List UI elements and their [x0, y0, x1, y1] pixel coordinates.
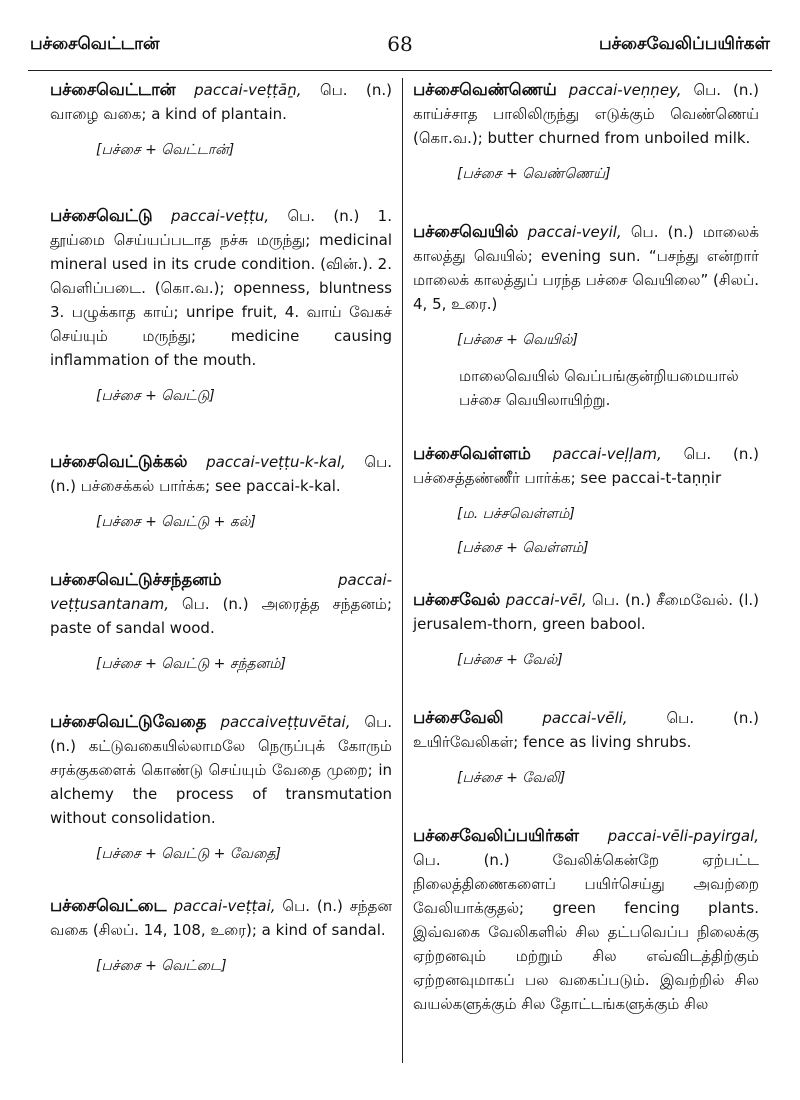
definition: பெ. (n.) உயிர்வேலிகள்; fence as living shrubs. — [413, 709, 759, 751]
transliteration: paccai-veḷḷam, — [552, 445, 662, 463]
definition: பெ. (n.) பச்சைத்தண்ணீர் பார்க்க; see paccai-t-taṇṇir — [413, 445, 759, 487]
headword: பச்சைவெட்டுச்சந்தனம் — [50, 570, 222, 589]
transliteration: paccai-veṭṭai, — [173, 897, 276, 915]
headword: பச்சைவெட்டுவேதை — [50, 712, 207, 731]
transliteration: paccai-vēli-payirgal, — [607, 827, 759, 845]
definition: பெ. (n.) கட்டுவகையில்லாமலே நெருப்புக் கோரும் சரக்குகளைக் கொண்டு செய்யும் வேதை முறை; in alchemy the process of transmutation without consolidation. — [50, 713, 392, 827]
dictionary-entry — [50, 78, 392, 126]
usage-note: மாலைவெயில் வெப்பங்குன்றியமையால் பச்சை வெயிலாயிற்று. — [459, 367, 739, 409]
etymology: [பச்சை + வெட்டு + வேதை] — [96, 846, 281, 862]
headword: பச்சைவேலிப்பயிர்கள் — [413, 826, 580, 845]
column-divider — [402, 78, 403, 1063]
etymology: [பச்சை + வெட்டு + சந்தனம்] — [96, 656, 286, 672]
transliteration: paccai-veṭṭāṉ, — [194, 81, 302, 99]
transliteration: paccai-veṇṇey, — [568, 81, 682, 99]
definition: பெ. (n.) வேலிக்கென்றே ஏற்பட்ட நிலைத்திணைகளைப் பயிர்செய்து அவற்றை வேலியாக்குதல்; green fencing plants. இவ்வகை வேலிகளில் சில தட்பவெப்ப நிலைக்கு ஏற்றனவும் மற்றும் சில எவ்விடத்திற்கும் ஏற்றனவுமாகப் பல வகைப்படும். இவற்றில் சில வயல்களுக்கும் சில தோட்டங்களுக்கும் சில — [413, 851, 759, 1013]
definition: பெ. (n.) 1. தூய்மை செய்யப்படாத நச்சு மருந்து; medicinal mineral used in its crude condition. (வின்.). 2. வெளிப்படை. (கொ.வ.); openness, bluntness 3. பழுக்காத காய்; unripe fruit, 4. வாய் வேகச் செய்யும் மருந்து; medicine causing inflammation of the mouth. — [50, 207, 392, 369]
headword: பச்சைவெட்டான் — [50, 80, 176, 99]
headword: பச்சைவேலி — [413, 708, 504, 727]
headword: பச்சைவெட்டை — [50, 896, 167, 915]
transliteration: paccai-vēl, — [505, 591, 587, 609]
etymology: [பச்சை + வெள்ளம்] — [457, 540, 589, 556]
definition: பெ. (n.) பச்சைக்கல் பார்க்க; see paccai-k-kal. — [50, 453, 392, 495]
etymology: [பச்சை + வெட்டான்] — [96, 142, 235, 158]
dictionary-entry — [50, 568, 392, 640]
etymology: [பச்சை + வேல்] — [457, 652, 563, 668]
headword: பச்சைவெட்டுக்கல் — [50, 452, 188, 471]
etymology: [பச்சை + வெட்டு] — [96, 388, 215, 404]
transliteration: paccai-veṭṭu-k-kal, — [206, 453, 346, 471]
headword: பச்சைவெள்ளம் — [413, 444, 531, 463]
headword: பச்சைவேல் — [413, 590, 501, 609]
definition: பெ. (n.) காய்ச்சாத பாலிலிருந்து எடுக்கும் வெண்ணெய் (கொ.வ.); butter churned from unboiled milk. — [413, 81, 759, 147]
transliteration: paccai-veṭṭu, — [171, 207, 270, 225]
etymology: [பச்சை + வெயில்] — [457, 332, 579, 348]
page-number: 68 — [387, 32, 413, 56]
etymology: [பச்சை + வெண்ணெய்] — [457, 166, 611, 182]
dictionary-entry — [413, 824, 759, 1016]
right-column — [413, 78, 759, 1016]
dictionary-entry — [413, 706, 759, 754]
dictionary-entry — [413, 442, 759, 490]
header-right-guideword: பச்சைவேலிப்பயிர்கள் — [598, 34, 770, 54]
transliteration: paccai-vēli, — [542, 709, 628, 727]
definition: பெ. (n.) அரைத்த சந்தனம்; paste of sandal wood. — [50, 595, 392, 637]
dictionary-entry — [50, 204, 392, 372]
headword: பச்சைவெட்டு — [50, 206, 153, 225]
dictionary-entry — [50, 710, 392, 830]
etymology-cognate: [ம. பச்சவெள்ளம்] — [457, 506, 575, 522]
dictionary-entry — [413, 220, 759, 316]
etymology: [பச்சை + வெட்டை] — [96, 958, 227, 974]
page-header — [28, 30, 772, 71]
definition: பெ. (n.) மாலைக் காலத்து வெயில்; evening sun. “பசந்து என்றார் மாலைக் காலத்துப் பரந்த பச்சை வெயிலை” (சிலப். 4, 5, உரை.) — [413, 223, 759, 313]
dictionary-entry — [50, 450, 392, 498]
left-column — [50, 78, 392, 976]
headword: பச்சைவெண்ணெய் — [413, 80, 557, 99]
etymology: [பச்சை + வேலி] — [457, 770, 566, 786]
definition: பெ. (n.) சீமைவேல். (l.) jerusalem-thorn, green babool. — [413, 591, 759, 633]
transliteration: paccaiveṭṭuvētai, — [220, 713, 351, 731]
headword: பச்சைவெயில் — [413, 222, 519, 241]
dictionary-entry — [413, 78, 759, 150]
dictionary-entry — [413, 588, 759, 636]
dictionary-entry — [50, 894, 392, 942]
transliteration: paccai-veyil, — [527, 223, 622, 241]
header-left-guideword: பச்சைவெட்டான் — [30, 34, 160, 54]
transliteration: paccai-veṭṭusantanam, — [50, 571, 392, 613]
definition: பெ. (n.) வாழை வகை; a kind of plantain. — [50, 81, 392, 123]
etymology: [பச்சை + வெட்டு + கல்] — [96, 514, 256, 530]
definition: பெ. (n.) சந்தன வகை (சிலப். 14, 108, உரை); a kind of sandal. — [50, 897, 392, 939]
